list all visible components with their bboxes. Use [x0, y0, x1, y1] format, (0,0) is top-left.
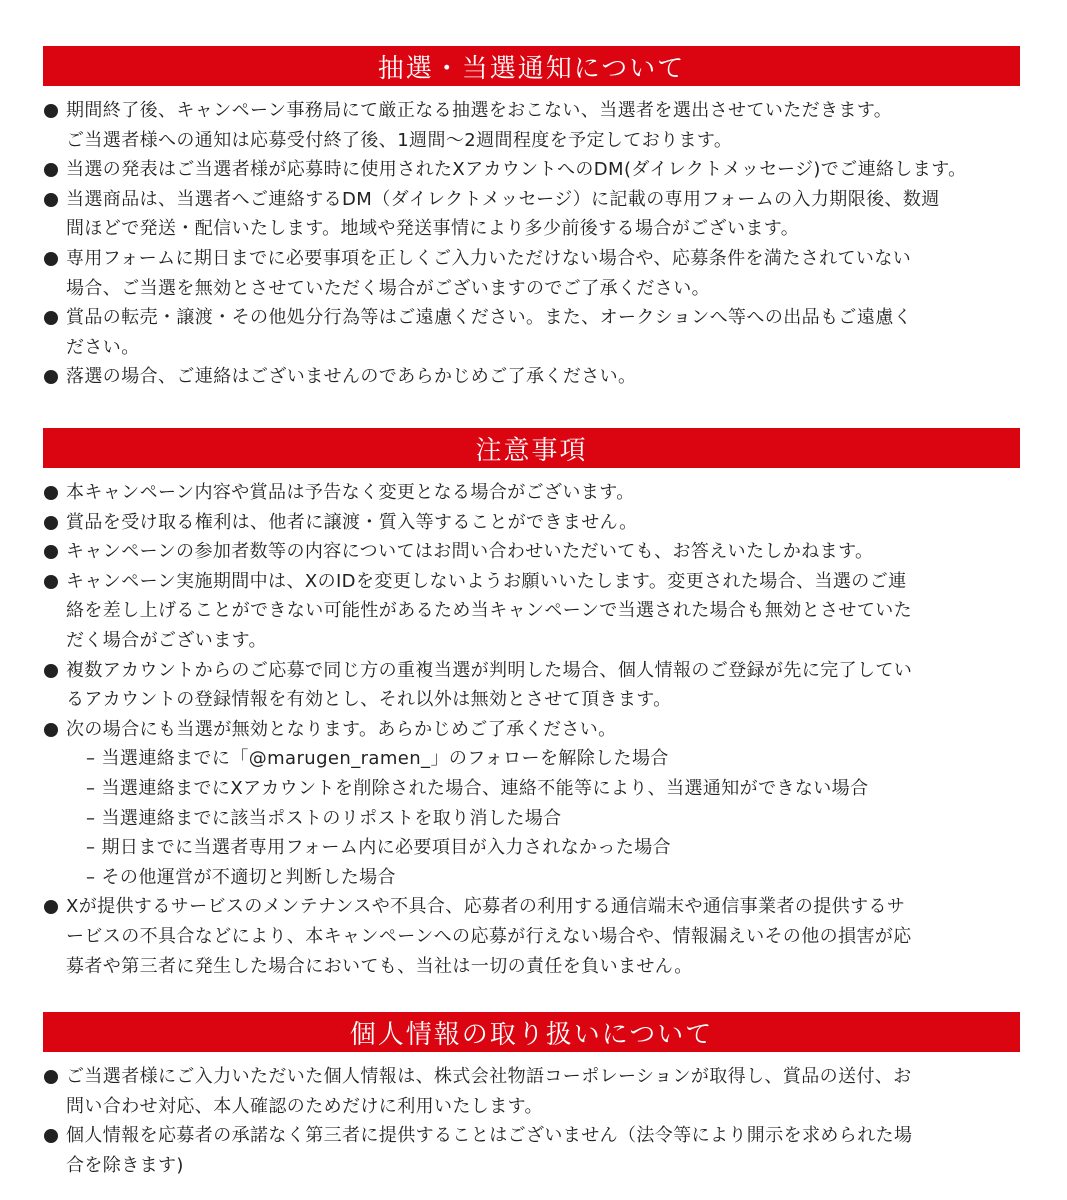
sub-list-item: – その他運営が不適切と判断した場合	[86, 866, 396, 888]
section-title-banner: 個人情報の取り扱いについて	[43, 1012, 1020, 1052]
bullet-icon	[44, 1070, 58, 1084]
bullet-list	[0, 96, 1067, 392]
list-item: 期間終了後、キャンペーン事務局にて厳正なる抽選をおこない、当選者を選出させていただきます。 ご当選者様への通知は応募受付終了後、1週間～2週間程度を予定しております。	[0, 96, 1067, 155]
sub-list	[66, 744, 1027, 892]
bullet-icon	[44, 545, 58, 559]
bullet-icon	[44, 900, 58, 914]
list-item: キャンペーンの参加者数等の内容についてはお問い合わせいただいても、お答えいたしかねます。	[0, 537, 1067, 567]
list-item: 本キャンペーン内容や賞品は予告なく変更となる場合がございます。	[0, 478, 1067, 508]
bullet-icon	[44, 575, 58, 589]
bullet-list	[0, 478, 1067, 981]
section-lottery-notification	[0, 46, 1067, 392]
list-item: 賞品を受け取る権利は、他者に譲渡・質入等することができません。	[0, 508, 1067, 538]
list-item: 個人情報を応募者の承諾なく第三者に提供することはございません（法令等により開示を求められた場 合を除きます)	[0, 1121, 1067, 1180]
bullet-icon	[44, 486, 58, 500]
sub-list-item: – 当選連絡までにXアカウントを削除された場合、連絡不能等により、当選通知ができない場合	[86, 777, 869, 799]
section-personal-information	[0, 1012, 1067, 1180]
list-item: 落選の場合、ご連絡はございませんのであらかじめご了承ください。	[0, 362, 1067, 392]
list-item: 専用フォームに期日までに必要事項を正しくご入力いただけない場合や、応募条件を満たされていない 場合、ご当選を無効とさせていただく場合がございますのでご了承ください。	[0, 244, 1067, 303]
section-precautions	[0, 428, 1067, 981]
sub-list-item: – 期日までに当選者専用フォーム内に必要項目が入力されなかった場合	[86, 837, 672, 859]
list-item: 次の場合にも当選が無効となります。あらかじめご了承ください。 – 当選連絡までに「@marugen_ramen_」のフォローを解除した場合 – 当選連絡までにXアカウントを削除された場合、連絡不能等により、当選通知ができない場合 – 当選連絡までに該当ポストのリポストを取り消した場合 – 期日までに当選者専用フォーム内に必要項目が入力されなかった場合 – その他運営が不適切と判断した場合	[0, 715, 1067, 893]
section-title-banner: 注意事項	[43, 428, 1020, 468]
list-item: 当選の発表はご当選者様が応募時に使用されたXアカウントへのDM(ダイレクトメッセージ)でご連絡します。	[0, 155, 1067, 185]
bullet-icon	[44, 1129, 58, 1143]
bullet-icon	[44, 664, 58, 678]
sub-list-item: – 当選連絡までに「@marugen_ramen_」のフォローを解除した場合	[86, 748, 669, 770]
bullet-icon	[44, 311, 58, 325]
bullet-icon	[44, 104, 58, 118]
bullet-icon	[44, 193, 58, 207]
bullet-icon	[44, 370, 58, 384]
bullet-icon	[44, 723, 58, 737]
list-item: キャンペーン実施期間中は、XのIDを変更しないようお願いいたします。変更された場合、当選のご連 絡を差し上げることができない可能性があるため当キャンペーンで当選された場合も無効とさせていた だく場合がございます。	[0, 567, 1067, 656]
bullet-icon	[44, 516, 58, 530]
bullet-icon	[44, 252, 58, 266]
bullet-icon	[44, 163, 58, 177]
section-title-banner: 抽選・当選通知について	[43, 46, 1020, 86]
list-item: Xが提供するサービスのメンテナンスや不具合、応募者の利用する通信端末や通信事業者の提供するサ ービスの不具合などにより、本キャンペーンへの応募が行えない場合や、情報漏えいその他の損害が応 募者や第三者に発生した場合においても、当社は一切の責任を負いません。	[0, 892, 1067, 981]
bullet-list	[0, 1062, 1067, 1180]
list-item: ご当選者様にご入力いただいた個人情報は、株式会社物語コーポレーションが取得し、賞品の送付、お 問い合わせ対応、本人確認のためだけに利用いたします。	[0, 1062, 1067, 1121]
list-item: 複数アカウントからのご応募で同じ方の重複当選が判明した場合、個人情報のご登録が先に完了してい るアカウントの登録情報を有効とし、それ以外は無効とさせて頂きます。	[0, 656, 1067, 715]
list-item: 当選商品は、当選者へご連絡するDM（ダイレクトメッセージ）に記載の専用フォームの入力期限後、数週 間ほどで発送・配信いたします。地域や発送事情により多少前後する場合がございます。	[0, 185, 1067, 244]
list-item: 賞品の転売・譲渡・その他処分行為等はご遠慮ください。また、オークションへ等への出品もご遠慮く ださい。	[0, 303, 1067, 362]
sub-list-item: – 当選連絡までに該当ポストのリポストを取り消した場合	[86, 807, 562, 829]
